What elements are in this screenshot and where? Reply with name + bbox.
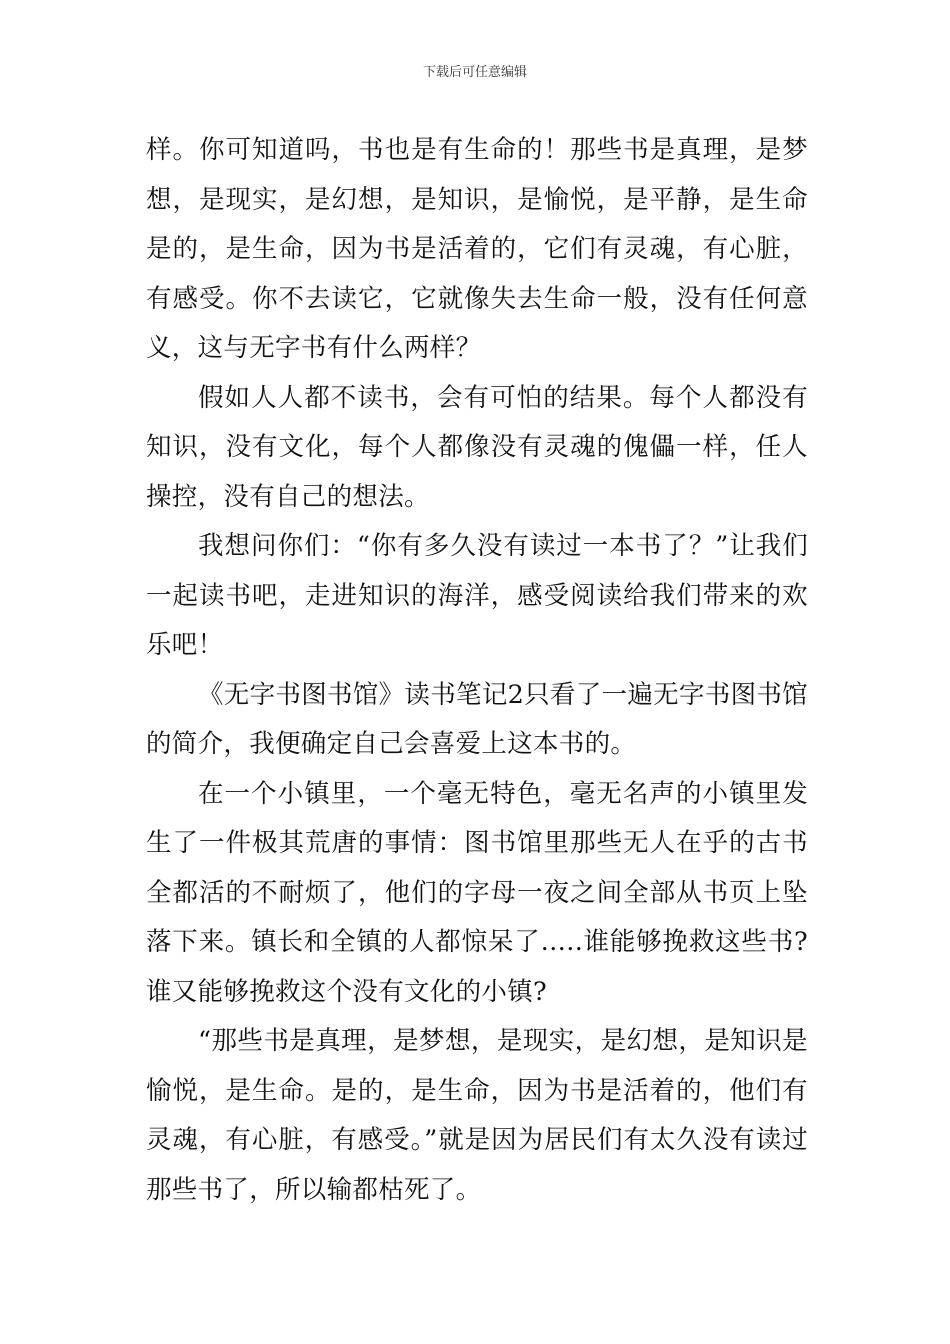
page-header: 下载后可任意编辑 <box>422 65 527 80</box>
paragraph: “那些书是真理，是梦想，是现实，是幻想，是知识是愉悦，是生命。是的，是生命，因为书是活着的，他们有灵魂，有心脏，有感受。”就是因为居民们有太久没有读过那些书了，所以输都枯死了。 <box>146 1026 808 1205</box>
paragraph: 假如人人都不读书，会有可怕的结果。每个人都没有知识，没有文化，每个人都像没有灵魂的傀儡一样，任人操控，没有自己的想法。 <box>146 382 808 512</box>
paragraph: 《无字书图书馆》读书笔记2只看了一遍无字书图书馆的简介，我便确定自己会喜爱上这本书的。 <box>146 679 808 759</box>
document-body <box>146 126 808 1215</box>
paragraph: 我想问你们：“你有多久没有读过一本书了？”让我们一起读书吧，走进知识的海洋，感受阅读给我们带来的欢乐吧！ <box>146 531 808 660</box>
paragraph: 在一个小镇里，一个毫无特色，毫无名声的小镇里发生了一件极其荒唐的事情：图书馆里那些无人在乎的古书全都活的不耐烦了，他们的字母一夜之间全部从书页上坠落下来。镇长和全镇的人都惊呆了…..谁能够挽救这些书?谁又能够挽救这个没有文化的小镇? <box>146 778 808 1007</box>
paragraph: 样。你可知道吗，书也是有生命的！那些书是真理，是梦想，是现实，是幻想，是知识，是愉悦，是平静，是生命是的，是生命，因为书是活着的，它们有灵魂，有心脏，有感受。你不去读它，它就像失去生命一般，没有任何意义，这与无字书有什么两样？ <box>146 135 808 363</box>
